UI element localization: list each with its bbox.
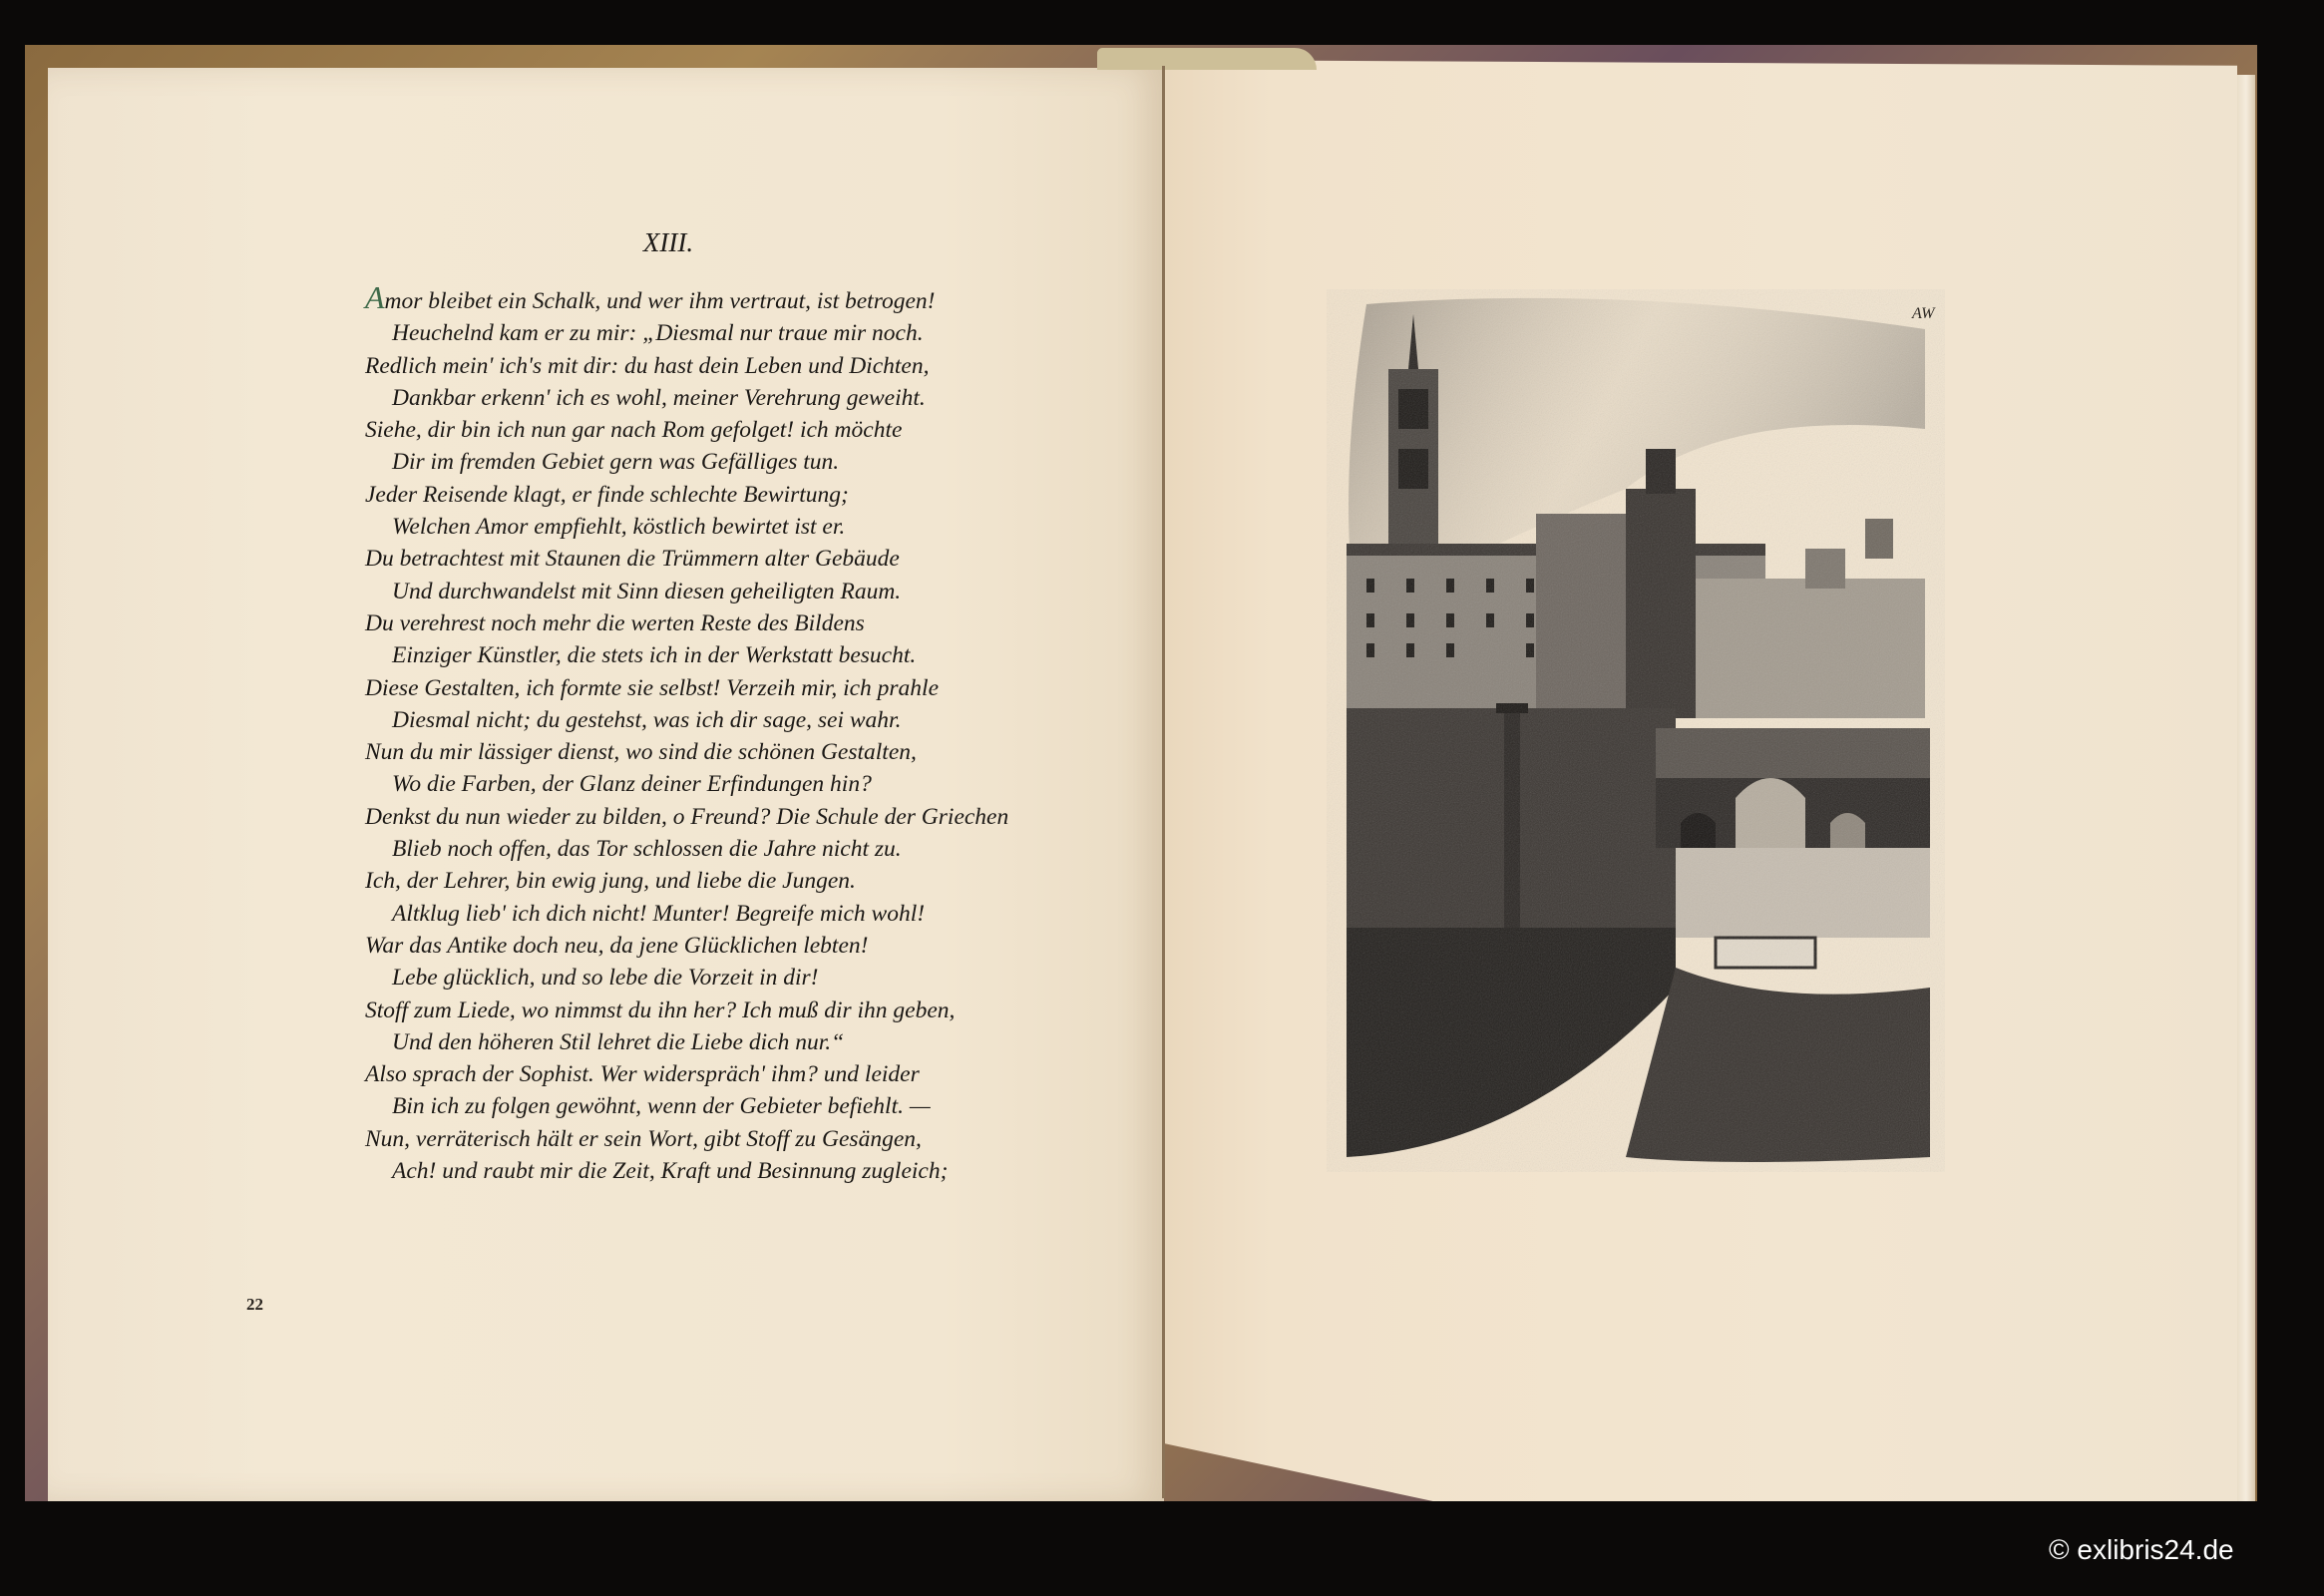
poem-line-text: Bin ich zu folgen gewöhnt, wenn der Gebieter befiehlt. — bbox=[392, 1093, 931, 1120]
poem-line-text: Nun du mir lässiger dienst, wo sind die schönen Gestalten, bbox=[365, 739, 917, 766]
spine-top-wear bbox=[1097, 48, 1317, 70]
chapter-heading: XIII. bbox=[642, 227, 694, 257]
poem-line bbox=[365, 317, 1123, 349]
poem-line-text: mor bleibet ein Schalk, und wer ihm vertraut, ist betrogen! bbox=[384, 288, 936, 314]
poem-line bbox=[365, 1026, 1123, 1058]
drop-initial: A bbox=[365, 279, 385, 315]
poem-line bbox=[365, 768, 1123, 800]
poem-line bbox=[365, 1090, 1123, 1122]
poem-line bbox=[365, 607, 1123, 639]
poem-line-text: Lebe glücklich, und so lebe die Vorzeit in dir! bbox=[392, 965, 819, 992]
poem-line bbox=[365, 736, 1123, 768]
poem-line bbox=[365, 414, 1123, 446]
poem-line-text: Welchen Amor empfiehlt, köstlich bewirtet ist er. bbox=[392, 514, 846, 541]
poem-line bbox=[365, 479, 1123, 511]
poem-line bbox=[365, 576, 1123, 607]
poem-line bbox=[365, 898, 1123, 930]
poem-line bbox=[365, 350, 1123, 382]
book-spine bbox=[1162, 66, 1165, 1498]
poem-line bbox=[365, 1058, 1123, 1090]
poem-line-text: Einziger Künstler, die stets ich in der Werkstatt besucht. bbox=[392, 642, 917, 669]
poem-line-text: War das Antike doch neu, da jene Glücklichen lebten! bbox=[365, 932, 869, 959]
poem-line bbox=[365, 865, 1123, 897]
poem-line-text: Heuchelnd kam er zu mir: „Diesmal nur traue mir noch. bbox=[392, 320, 924, 347]
poem-line-text: Denkst du nun wieder zu bilden, o Freund? Die Schule der Griechen bbox=[365, 803, 1009, 830]
poem-line-text: Diesmal nicht; du gestehst, was ich dir sage, sei wahr. bbox=[392, 706, 902, 733]
poem-line bbox=[365, 833, 1123, 865]
poem-line-text: Dir im fremden Gebiet gern was Gefälliges tun. bbox=[392, 449, 840, 476]
poem-line bbox=[365, 511, 1123, 543]
poem-line bbox=[365, 382, 1123, 414]
page-number: 22 bbox=[246, 1295, 263, 1314]
poem-line bbox=[365, 281, 1123, 317]
poem-line bbox=[365, 962, 1123, 994]
poem-line-text: Wo die Farben, der Glanz deiner Erfindungen hin? bbox=[392, 771, 872, 798]
poem-line-text: Stoff zum Liede, wo nimmst du ihn her? Ich muß dir ihn geben, bbox=[365, 997, 956, 1023]
poem-line-text: Jeder Reisende klagt, er finde schlechte Bewirtung; bbox=[365, 481, 849, 508]
poem-line-text: Siehe, dir bin ich nun gar nach Rom gefolget! ich möchte bbox=[365, 417, 903, 444]
poem-line-text: Altklug lieb' ich dich nicht! Munter! Begreife mich wohl! bbox=[392, 900, 926, 927]
poem-line bbox=[365, 801, 1123, 833]
poem-line-text: Also sprach der Sophist. Wer widerspräch' ihm? und leider bbox=[365, 1061, 920, 1088]
poem-line-text: Du verehrest noch mehr die werten Reste des Bildens bbox=[365, 609, 865, 636]
poem-line-text: Blieb noch offen, das Tor schlossen die Jahre nicht zu. bbox=[392, 836, 902, 863]
poem-line bbox=[365, 543, 1123, 575]
poem-line-text: Nun, verräterisch hält er sein Wort, gibt Stoff zu Gesängen, bbox=[365, 1125, 922, 1152]
poem-line-text: Du betrachtest mit Staunen die Trümmern alter Gebäude bbox=[365, 546, 900, 573]
roman-ruins-illustration bbox=[1327, 289, 1945, 1172]
artist-signature: AW bbox=[1912, 305, 1935, 322]
copyright-watermark: © exlibris24.de bbox=[2049, 1534, 2234, 1565]
poem-line-text: Und durchwandelst mit Sinn diesen geheiligten Raum. bbox=[392, 578, 902, 604]
page-block-edge bbox=[2237, 75, 2255, 1501]
poem-line bbox=[365, 995, 1123, 1026]
poem-text bbox=[365, 281, 1123, 1187]
poem-line-text: Ich, der Lehrer, bin ewig jung, und liebe die Jungen. bbox=[365, 868, 856, 895]
poem-line bbox=[365, 672, 1123, 704]
poem-line bbox=[365, 1123, 1123, 1155]
poem-line-text: Ach! und raubt mir die Zeit, Kraft und Besinnung zugleich; bbox=[392, 1158, 949, 1185]
poem-line-text: Diese Gestalten, ich formte sie selbst! Verzeih mir, ich prahle bbox=[365, 674, 940, 701]
poem-line bbox=[365, 930, 1123, 962]
poem-line bbox=[365, 446, 1123, 478]
poem-line bbox=[365, 1155, 1123, 1187]
poem-line-text: Dankbar erkenn' ich es wohl, meiner Verehrung geweiht. bbox=[392, 384, 926, 411]
poem-line-text: Und den höheren Stil lehret die Liebe dich nur.“ bbox=[392, 1028, 845, 1055]
poem-line bbox=[365, 704, 1123, 736]
poem-line-text: Redlich mein' ich's mit dir: du hast dein Leben und Dichten, bbox=[365, 352, 930, 379]
poem-line bbox=[365, 639, 1123, 671]
